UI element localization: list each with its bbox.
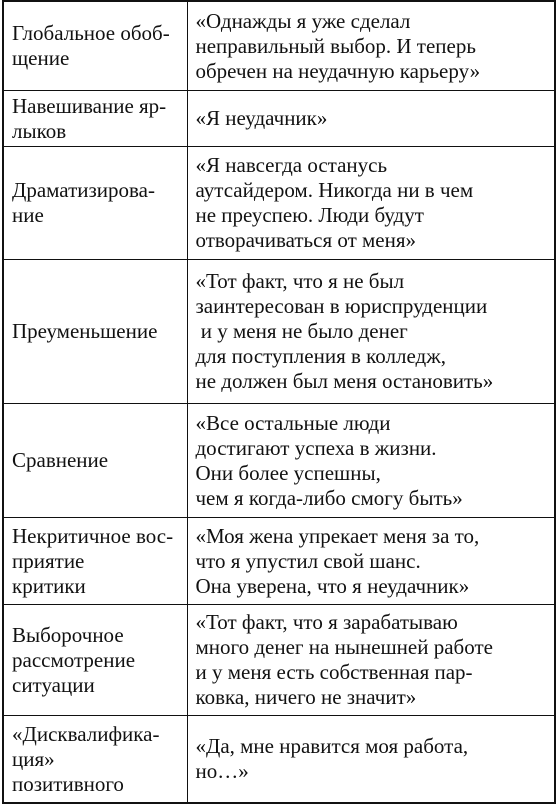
table-row [3,604,555,715]
example-line: достигают успеха в жизни. [195,435,437,460]
term-line: щение [12,46,70,71]
term-line: ситуации [12,672,95,697]
term-line: Некритичное вос- [12,523,174,548]
example-line: «Все остальные люди [195,410,391,435]
term-line: лыков [12,118,67,143]
example-line: и у меня есть собственная пар- [195,660,473,684]
distortion-term-cell [3,715,187,803]
table-row [3,259,555,403]
term-line: ция» [12,746,55,771]
example-line: «Тот факт, что я зарабатываю [195,610,458,634]
distortion-term-cell [3,146,187,259]
example-thought-cell [187,1,555,90]
example-line: для поступления в колледж, [195,344,446,368]
term-line: рассмотрение [12,647,136,672]
example-line: «Однажды я уже сделал [195,8,411,33]
example-thought-cell [187,146,555,259]
example-line: «Моя жена упрекает меня за то, [195,523,480,548]
term-line: критики [12,573,86,598]
example-thought-cell [187,259,555,403]
example-thought-cell [187,715,555,803]
example-line: и у меня не было денег [195,319,408,343]
example-line: Они более успешны, [195,460,381,485]
example-line: не преуспею. Люди будут [195,203,424,227]
example-line: что я упустил свой шанс. [195,548,421,573]
example-line: Она уверена, что я неудачник» [195,573,470,598]
distortion-term-cell [3,259,187,403]
example-line: «Да, мне нравится моя работа, [195,734,469,759]
term-line: приятие [12,548,85,573]
term-line: Преуменьшение [12,319,158,343]
example-thought-cell [187,403,555,517]
term-line: ние [12,203,44,227]
table-row [3,517,555,604]
distortion-term-cell [3,604,187,715]
example-line: «Я неудачник» [195,106,328,130]
term-line: Выборочное [12,622,124,647]
example-line: обречен на неудачную карьеру» [195,58,481,83]
term-line: Глобальное обоб- [12,21,170,46]
table-row [3,90,555,146]
example-line: заинтересован в юриспруденции [195,294,488,318]
example-line: неправильный выбор. И теперь [195,33,476,58]
example-line: много денег на нынешней работе [195,635,493,659]
cognitive-distortions-table [2,0,556,804]
example-line: отворачиваться от меня» [195,228,417,252]
example-thought-cell [187,604,555,715]
term-line: «Дисквалифика- [12,721,160,746]
example-thought-cell [187,517,555,604]
table-row [3,146,555,259]
example-line: «Я навсегда останусь [195,153,388,177]
distortion-term-cell [3,403,187,517]
term-line: Драматизирова- [12,178,155,202]
term-line: Навешивание яр- [12,93,167,118]
distortion-term-cell [3,517,187,604]
table-row [3,715,555,803]
table-row [3,403,555,517]
term-line: Сравнение [12,448,109,472]
example-line: но…» [195,759,249,784]
example-thought-cell [187,90,555,146]
example-line: аутсайдером. Никогда ни в чем [195,178,474,202]
example-line: ковка, ничего не значит» [195,685,417,709]
distortion-term-cell [3,90,187,146]
example-line: «Тот факт, что я не был [195,269,405,293]
term-line: позитивного [12,771,124,796]
example-line: чем я когда-либо смогу быть» [195,485,463,510]
table-row [3,1,555,90]
example-line: не должен был меня остановить» [195,369,494,393]
distortion-term-cell [3,1,187,90]
